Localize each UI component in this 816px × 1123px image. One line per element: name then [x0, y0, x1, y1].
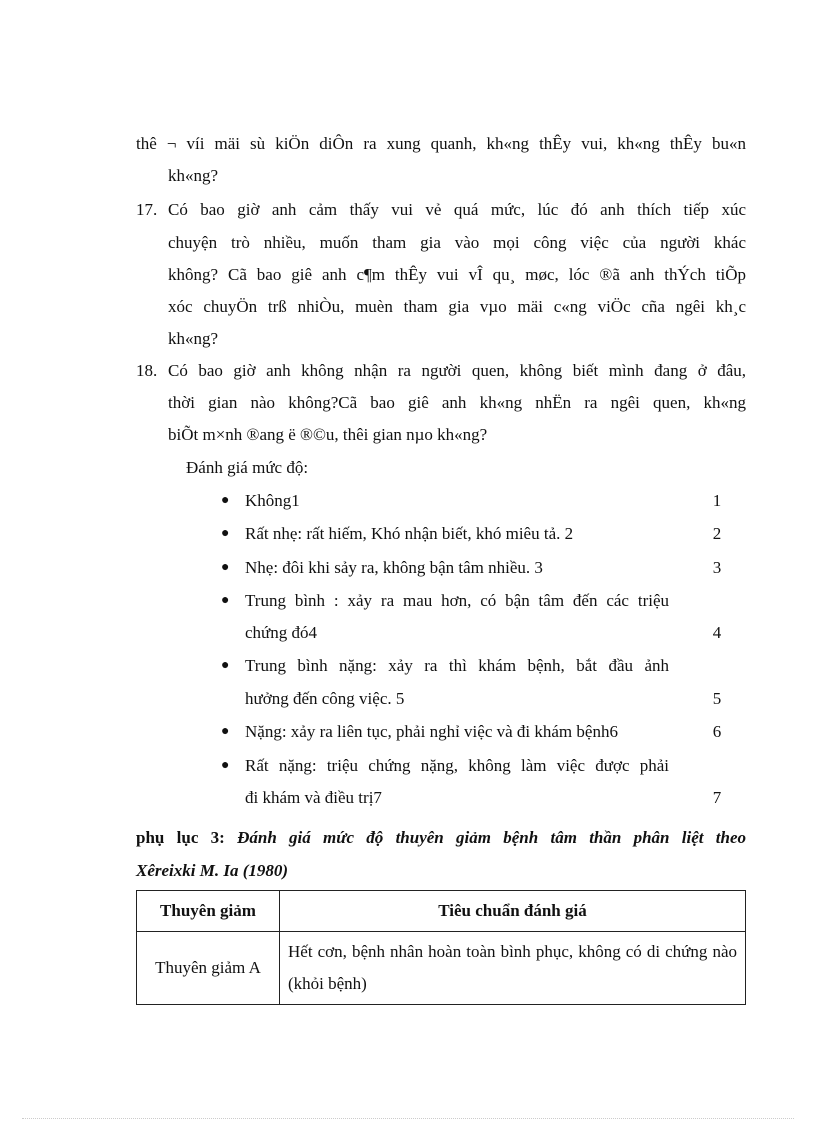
bullet-text: chứng đó4 — [245, 623, 318, 642]
question-18-line: Có bao giờ anh không nhận ra người quen, không biết mình đang ở đâu, — [168, 361, 746, 380]
table-header-row — [137, 891, 746, 932]
rating-value: 2 — [712, 524, 722, 543]
rating-value: 6 — [712, 722, 722, 741]
question-17-line: kh«ng? — [168, 329, 219, 348]
appendix-title-author: Xêreixki M. Ia (1980) — [136, 861, 289, 880]
bullet-icon: ● — [221, 526, 230, 541]
bullet-text: đi khám và điều trị7 — [245, 788, 382, 807]
rating-value: 4 — [712, 623, 722, 642]
question-number-17: 17. — [136, 200, 158, 219]
remission-criteria-table — [136, 890, 746, 1005]
bullet-text: Nặng: xảy ra liên tục, phải nghỉ việc và đi khám bệnh6 — [245, 722, 618, 741]
question-18-line: biÕt m×nh ®ang ë ®©u, thêi gian nµo kh«ng? — [168, 425, 488, 444]
rating-value: 1 — [712, 491, 722, 510]
bullet-text: hưởng đến công việc. 5 — [245, 689, 405, 708]
bullet-icon: ● — [221, 560, 230, 575]
appendix-title-line — [136, 861, 288, 881]
appendix-heading — [136, 828, 746, 848]
table-cell-level: Thuyên giảm A — [137, 932, 280, 1005]
question-17-line: chuyện trò nhiều, muốn tham gia vào mọi công việc của người khác — [168, 233, 746, 252]
bullet-icon: ● — [221, 658, 230, 673]
appendix-title: Đánh giá mức độ thuyên giảm bệnh tâm thần phân liệt theo — [237, 828, 747, 847]
question-number-18: 18. — [136, 361, 158, 380]
bullet-icon: ● — [221, 724, 230, 739]
bullet-text: Không1 — [245, 491, 300, 510]
bullet-text: Trung bình nặng: xảy ra thì khám bệnh, bắt đầu ảnh — [245, 656, 669, 675]
table-header: Thuyên giảm — [137, 891, 280, 932]
rating-value: 3 — [712, 558, 722, 577]
bullet-text: Rất nặng: triệu chứng nặng, không làm việc được phải — [245, 756, 669, 775]
text-line: kh«ng? — [168, 166, 219, 185]
question-17-line: xóc chuyÖn trß nhiÒu, muèn tham gia vµo mäi c«ng viÖc cña ngêi kh¸c — [168, 297, 746, 316]
rating-value: 5 — [712, 689, 722, 708]
table-cell-criteria: Hết cơn, bệnh nhân hoàn toàn bình phục, không có di chứng nào (khỏi bệnh) — [280, 932, 746, 1005]
bullet-icon: ● — [221, 493, 230, 508]
table-row — [137, 932, 746, 1005]
text-line: thê ¬ víi mäi sù kiÖn diÔn ra xung quanh, kh«ng thÊy vui, kh«ng thÊy bu«n — [136, 134, 746, 153]
question-17-line: Có bao giờ anh cảm thấy vui vẻ quá mức, lúc đó anh thích tiếp xúc — [168, 200, 746, 219]
rating-value: 7 — [712, 788, 722, 807]
bullet-icon: ● — [221, 758, 230, 773]
bullet-text: Nhẹ: đôi khi sảy ra, không bận tâm nhiều. 3 — [245, 558, 543, 577]
table-header: Tiêu chuẩn đánh giá — [280, 891, 746, 932]
question-18-line: thời gian nào không?Cã bao giê anh kh«ng nhËn ra ngêi quen, kh«ng — [168, 393, 746, 412]
bullet-icon: ● — [221, 593, 230, 608]
bullet-text: Trung bình : xảy ra mau hơn, có bận tâm đến các triệu — [245, 591, 669, 610]
page-bottom-divider — [22, 1118, 794, 1119]
bullet-text: Rất nhẹ: rất hiếm, Khó nhận biết, khó miêu tả. 2 — [245, 524, 574, 543]
assessment-label: Đánh giá mức độ: — [186, 458, 309, 477]
appendix-label: phụ lục 3: — [136, 828, 225, 847]
question-17-line: không? Cã bao giê anh c¶m thÊy vui vÎ qu¸ møc, lóc ®ã anh thÝch tiÕp — [168, 265, 746, 284]
